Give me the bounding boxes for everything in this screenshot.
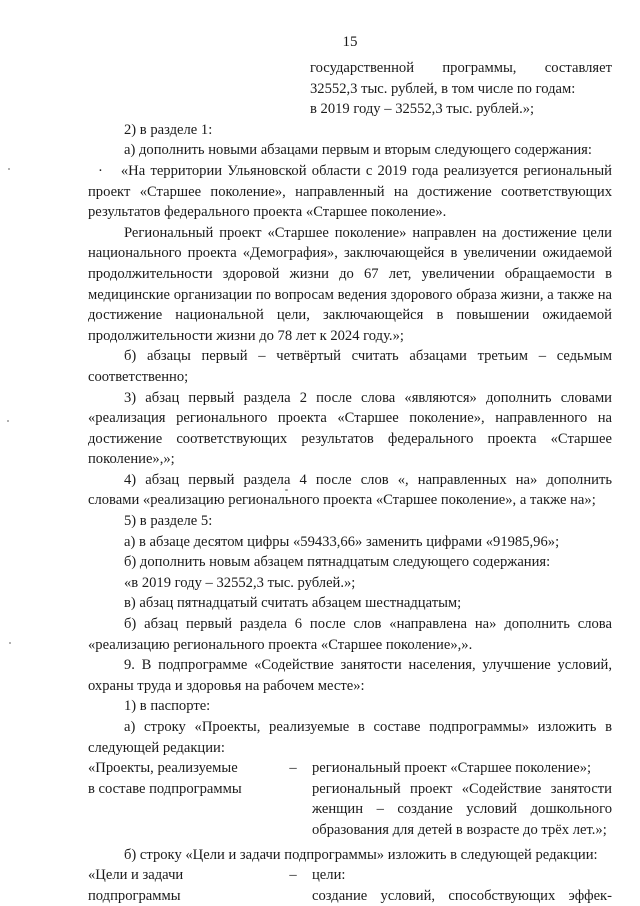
paragraph: а) дополнить новыми абзацами первым и вторым следующего содержания: (124, 142, 592, 159)
intro-line: в 2019 году – 32552,3 тыс. рублей.»; (310, 101, 535, 118)
table-right-line: региональный проект «Старшее поколение»; (312, 760, 592, 777)
table-right-line: создание условий, способствующих эффек- (312, 887, 612, 904)
paragraph: «в 2019 году – 32552,3 тыс. рублей.»; (124, 574, 356, 591)
scan-speck (8, 168, 10, 170)
table-right-cell (312, 758, 612, 840)
paragraph: 3) абзац первый раздела 2 после слова «являются» дополнить словами «реализация регионального проекта «Старшее поколение», направленного на достижение соответствующих результатов федерального проекта «Старшее поколение»,»; (88, 389, 612, 468)
margin-mark: · (98, 162, 103, 179)
paragraph: б) абзац первый раздела 6 после слов «направлена на» дополнить слова «реализацию регионального проекта «Старшее поколение»,». (88, 616, 612, 653)
scan-speck (7, 420, 9, 422)
table-left-cell (88, 758, 274, 840)
paragraph: 4) абзац первый раздела 4 после слов «, направленных на» дополнить словами «реализацию регионального проекта «Старшее поколение», а также на»; (88, 471, 612, 509)
paragraph: в) абзац пятнадцатый считать абзацем шестнадцатым; (124, 595, 462, 612)
table-right-cell (312, 865, 612, 906)
document-body (88, 58, 612, 906)
scan-speck (9, 642, 11, 644)
table-row-goals (88, 865, 612, 906)
table-row-projects (88, 758, 612, 840)
table-left-cell (88, 865, 274, 906)
intro-block (310, 58, 612, 120)
paragraph-text: «На территории Ульяновской области с 2019 года реализуется региональный проект «Старшее поколение», направленный на достижение соответствующих результатов федерального проекта «Старшее поколение». (88, 162, 612, 221)
table-dash: – (289, 867, 297, 884)
table-left-line: «Проекты, реализуемые (88, 760, 238, 777)
paragraph: 1) в паспорте: (124, 698, 211, 715)
table-dash: – (289, 760, 297, 777)
table-left-line: в составе подпрограммы (88, 780, 242, 797)
paragraph: 9. В подпрограмме «Содействие занятости населения, улучшение условий, охраны труда и здоровья на рабочем месте»: (88, 657, 612, 694)
paragraph: а) в абзаце десятом цифры «59433,66» заменить цифрами «91985,96»; (124, 533, 560, 550)
paragraph: б) абзацы первый – четвёртый считать абзацами третьим – седьмым соответственно; (88, 348, 612, 385)
table-left-line: подпрограммы (88, 887, 181, 904)
paragraph: 2) в разделе 1: (124, 121, 213, 138)
paragraph: а) строку «Проекты, реализуемые в составе подпрограммы» изложить в следующей редакции: (88, 719, 612, 756)
paragraph: Региональный проект «Старшее поколение» направлен на достижение цели национального проекта «Демография», заключающейся в увеличении ожидаемой продолжительности здоровой жизни до 67 лет, увеличении обращаемости в медицинские организации по вопросам ведения здорового образа жизни, а также на достижение национальной цели, заключающейся в повышении ожидаемой продолжительности жизни до 78 лет к 2024 году.»; (88, 224, 612, 344)
paragraph: б) дополнить новым абзацем пятнадцатым следующего содержания: (124, 554, 551, 571)
paragraph: 5) в разделе 5: (124, 513, 213, 530)
table-right-line: региональный проект «Содействие занятости женщин – создание условий дошкольного образования для детей в возрасте до трёх лет.»; (312, 780, 612, 838)
paragraph-quote-start (88, 161, 612, 223)
table-right-line: цели: (312, 867, 346, 884)
intro-line: 32552,3 тыс. рублей, в том числе по годам: (310, 80, 576, 97)
intro-line: государственной программы, составляет (310, 60, 612, 76)
page-number: 15 (342, 34, 358, 50)
table-left-line: «Цели и задачи (88, 867, 184, 884)
paragraph: б) строку «Цели и задачи подпрограммы» изложить в следующей редакции: (124, 846, 598, 863)
